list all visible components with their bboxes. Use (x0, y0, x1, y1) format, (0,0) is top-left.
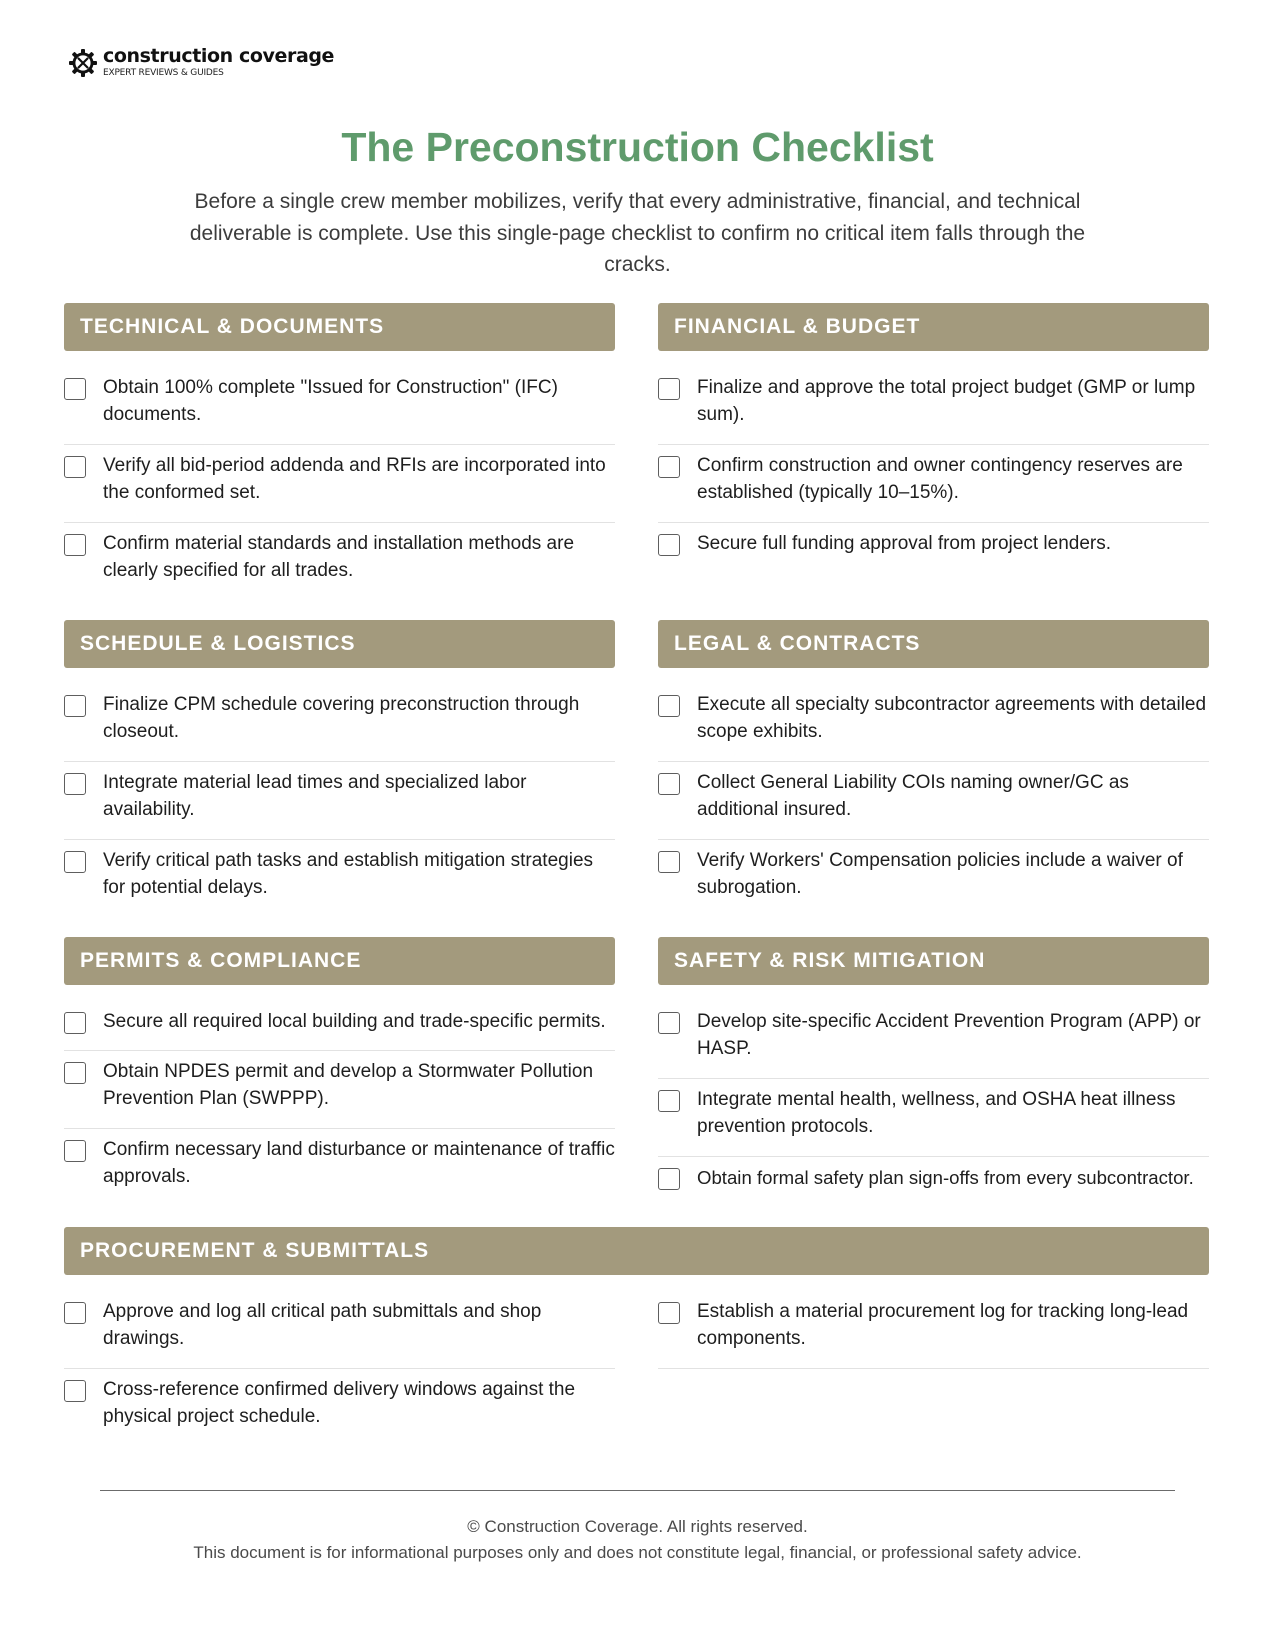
checkbox[interactable] (64, 851, 86, 873)
checklist-item (64, 840, 615, 918)
checklist-item-text: Confirm necessary land disturbance or maintenance of traffic approvals. (103, 1139, 615, 1187)
section-financial (658, 303, 1209, 573)
checkbox[interactable] (64, 1302, 86, 1324)
checklist-item-text: Integrate material lead times and specialized labor availability. (103, 772, 527, 820)
checklist-item-text: Verify Workers' Compensation policies include a waiver of subrogation. (697, 850, 1183, 898)
checklist-item-text: Secure all required local building and trade-specific permits. (103, 1011, 606, 1032)
checkbox[interactable] (64, 378, 86, 400)
footer-divider (100, 1490, 1175, 1491)
checklist-item (658, 684, 1209, 762)
checklist-item-text: Approve and log all critical path submittals and shop drawings. (103, 1301, 542, 1349)
checklist-item (64, 445, 615, 523)
checklist-item-text: Verify critical path tasks and establish mitigation strategies for potential delays. (103, 850, 594, 898)
brand-name: construction coverage (103, 45, 335, 67)
checkbox[interactable] (658, 1012, 680, 1034)
section-heading: SCHEDULE & LOGISTICS (64, 620, 615, 668)
checkbox[interactable] (64, 1062, 86, 1084)
checklist-item-text: Confirm material standards and installation methods are clearly specified for all trades. (103, 533, 575, 581)
checkbox[interactable] (64, 534, 86, 556)
checklist-item (64, 1129, 615, 1207)
checkbox[interactable] (64, 456, 86, 478)
checklist-item-text: Obtain NPDES permit and develop a Stormwater Pollution Prevention Plan (SWPPP). (103, 1061, 594, 1109)
checklist-item-text: Finalize CPM schedule covering preconstruction through closeout. (103, 694, 580, 742)
checkbox[interactable] (658, 851, 680, 873)
section-procurement (64, 1227, 1209, 1447)
section-heading: TECHNICAL & DOCUMENTS (64, 303, 615, 351)
checklist-item-text: Cross-reference confirmed delivery windows against the physical project schedule. (103, 1379, 576, 1427)
checklist-item (658, 367, 1209, 445)
checklist-item-text: Collect General Liability COIs naming owner/GC as additional insured. (697, 772, 1129, 820)
checklist-item (64, 1001, 615, 1051)
page-title: The Preconstruction Checklist (341, 124, 934, 170)
section-permits (64, 937, 615, 1207)
footer-disclaimer: This document is for informational purposes only and does not constitute legal, financial, or professional safety advice. (193, 1543, 1082, 1562)
checklist-item-text: Finalize and approve the total project budget (GMP or lump sum). (697, 377, 1196, 425)
checklist-item (658, 840, 1209, 918)
checklist-item (658, 445, 1209, 523)
checklist-item-text: Develop site-specific Accident Prevention Program (APP) or HASP. (697, 1011, 1201, 1059)
checkbox[interactable] (658, 1168, 680, 1190)
checkbox[interactable] (658, 695, 680, 717)
section-schedule (64, 620, 615, 918)
checklist-item (64, 684, 615, 762)
checklist-item-text: Execute all specialty subcontractor agreements with detailed scope exhibits. (697, 694, 1207, 742)
footer-copyright: © Construction Coverage. All rights reserved. (467, 1517, 808, 1536)
checklist-item-text: Obtain formal safety plan sign-offs from every subcontractor. (697, 1167, 1194, 1188)
checklist-item-text: Verify all bid-period addenda and RFIs are incorporated into the conformed set. (103, 455, 606, 503)
section-heading: LEGAL & CONTRACTS (658, 620, 1209, 668)
checklist-item (64, 1369, 615, 1447)
checkbox[interactable] (658, 534, 680, 556)
section-technical (64, 303, 615, 601)
intro-paragraph: Before a single crew member mobilizes, verify that every administrative, financial, and technical deliverable is complete. Use this single-page checklist to confirm no critical item falls through the cracks. (189, 190, 1086, 276)
gear-icon (68, 48, 98, 78)
checkbox[interactable] (64, 695, 86, 717)
checklist-item (64, 762, 615, 840)
brand-logo (68, 46, 334, 79)
checklist-item-text: Integrate mental health, wellness, and OSHA heat illness prevention protocols. (697, 1089, 1176, 1137)
checkbox[interactable] (658, 773, 680, 795)
checkbox[interactable] (64, 1380, 86, 1402)
checklist-item-text: Confirm construction and owner contingency reserves are established (typically 10–15%). (697, 455, 1183, 503)
checkbox[interactable] (658, 456, 680, 478)
checkbox[interactable] (64, 1012, 86, 1034)
checkbox[interactable] (658, 1090, 680, 1112)
checklist-item-text: Secure full funding approval from project lenders. (697, 533, 1112, 554)
checkbox[interactable] (658, 378, 680, 400)
checklist-item-text: Establish a material procurement log for tracking long-lead components. (697, 1301, 1189, 1349)
checklist-item (64, 367, 615, 445)
checklist-item-text: Obtain 100% complete "Issued for Construction" (IFC) documents. (103, 377, 558, 425)
section-safety (658, 937, 1209, 1207)
checklist-item (658, 1001, 1209, 1079)
checklist-item (658, 1079, 1209, 1157)
checklist-item (64, 1291, 615, 1369)
section-heading: PROCUREMENT & SUBMITTALS (64, 1227, 1209, 1275)
section-heading: SAFETY & RISK MITIGATION (658, 937, 1209, 985)
checklist-item (64, 1051, 615, 1129)
checklist-item (658, 762, 1209, 840)
checkbox[interactable] (64, 1140, 86, 1162)
brand-tagline: EXPERT REVIEWS & GUIDES (103, 68, 224, 78)
checklist-item (658, 1291, 1209, 1369)
footer (0, 1514, 1275, 1566)
checklist-item (658, 523, 1209, 573)
section-heading: PERMITS & COMPLIANCE (64, 937, 615, 985)
checkbox[interactable] (658, 1302, 680, 1324)
section-legal (658, 620, 1209, 918)
checkbox[interactable] (64, 773, 86, 795)
checklist-item (64, 523, 615, 601)
section-heading: FINANCIAL & BUDGET (658, 303, 1209, 351)
checklist-item (658, 1157, 1209, 1207)
